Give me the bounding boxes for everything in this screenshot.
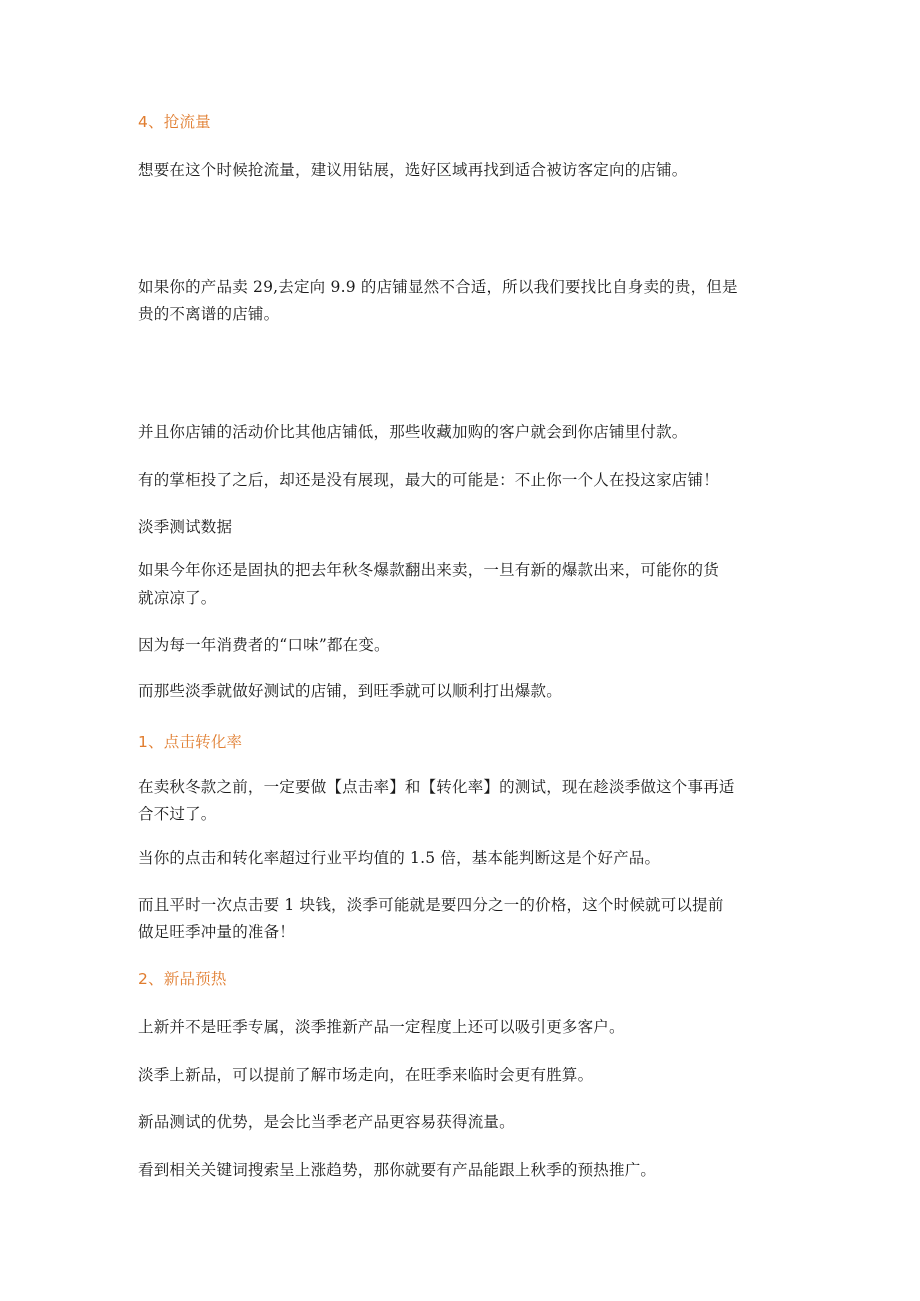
paragraph-line: 上新并不是旺季专属，淡季推新产品一定程度上还可以吸引更多客户。: [138, 1018, 625, 1036]
paragraph-line: 如果今年你还是固执的把去年秋冬爆款翻出来卖，一旦有新的爆款出来，可能你的货: [138, 561, 719, 579]
paragraph-line: 如果你的产品卖 29,去定向 9.9 的店铺显然不合适，所以我们要找比自身卖的贵，但是: [138, 278, 738, 296]
paragraph-line: 贵的不离谱的店铺。: [138, 305, 280, 323]
section-heading-new-product-preheat: 2、新品预热: [138, 970, 227, 988]
paragraph-line: 新品测试的优势，是会比当季老产品更容易获得流量。: [138, 1113, 515, 1131]
paragraph-line: 而且平时一次点击要 1 块钱，淡季可能就是要四分之一的价格，这个时候就可以提前: [138, 896, 724, 914]
paragraph-line: 想要在这个时候抢流量，建议用钻展，选好区域再找到适合被访客定向的店铺。: [138, 161, 688, 179]
paragraph-line: 当你的点击和转化率超过行业平均值的 1.5 倍，基本能判断这是个好产品。: [138, 849, 661, 867]
paragraph-line: 就凉凉了。: [138, 589, 217, 607]
paragraph-line: 合不过了。: [138, 805, 217, 823]
paragraph-line: 并且你店铺的活动价比其他店铺低，那些收藏加购的客户就会到你店铺里付款。: [138, 423, 688, 441]
paragraph-line: 因为每一年消费者的“口味”都在变。: [138, 636, 390, 654]
paragraph-line: 做足旺季冲量的准备！: [138, 923, 296, 941]
paragraph-line: 有的掌柜投了之后，却还是没有展现，最大的可能是：不止你一个人在投这家店铺！: [138, 471, 719, 489]
section-heading-grab-traffic: 4、抢流量: [138, 113, 211, 131]
paragraph-line: 而那些淡季就做好测试的店铺，到旺季就可以顺利打出爆款。: [138, 682, 562, 700]
paragraph-line: 淡季测试数据: [138, 518, 233, 536]
paragraph-line: 淡季上新品，可以提前了解市场走向，在旺季来临时会更有胜算。: [138, 1066, 594, 1084]
paragraph-line: 看到相关关键词搜索呈上涨趋势，那你就要有产品能跟上秋季的预热推广。: [138, 1161, 657, 1179]
section-heading-click-conversion: 1、点击转化率: [138, 733, 243, 751]
paragraph-line: 在卖秋冬款之前，一定要做【点击率】和【转化率】的测试，现在趁淡季做这个事再适: [138, 778, 735, 796]
